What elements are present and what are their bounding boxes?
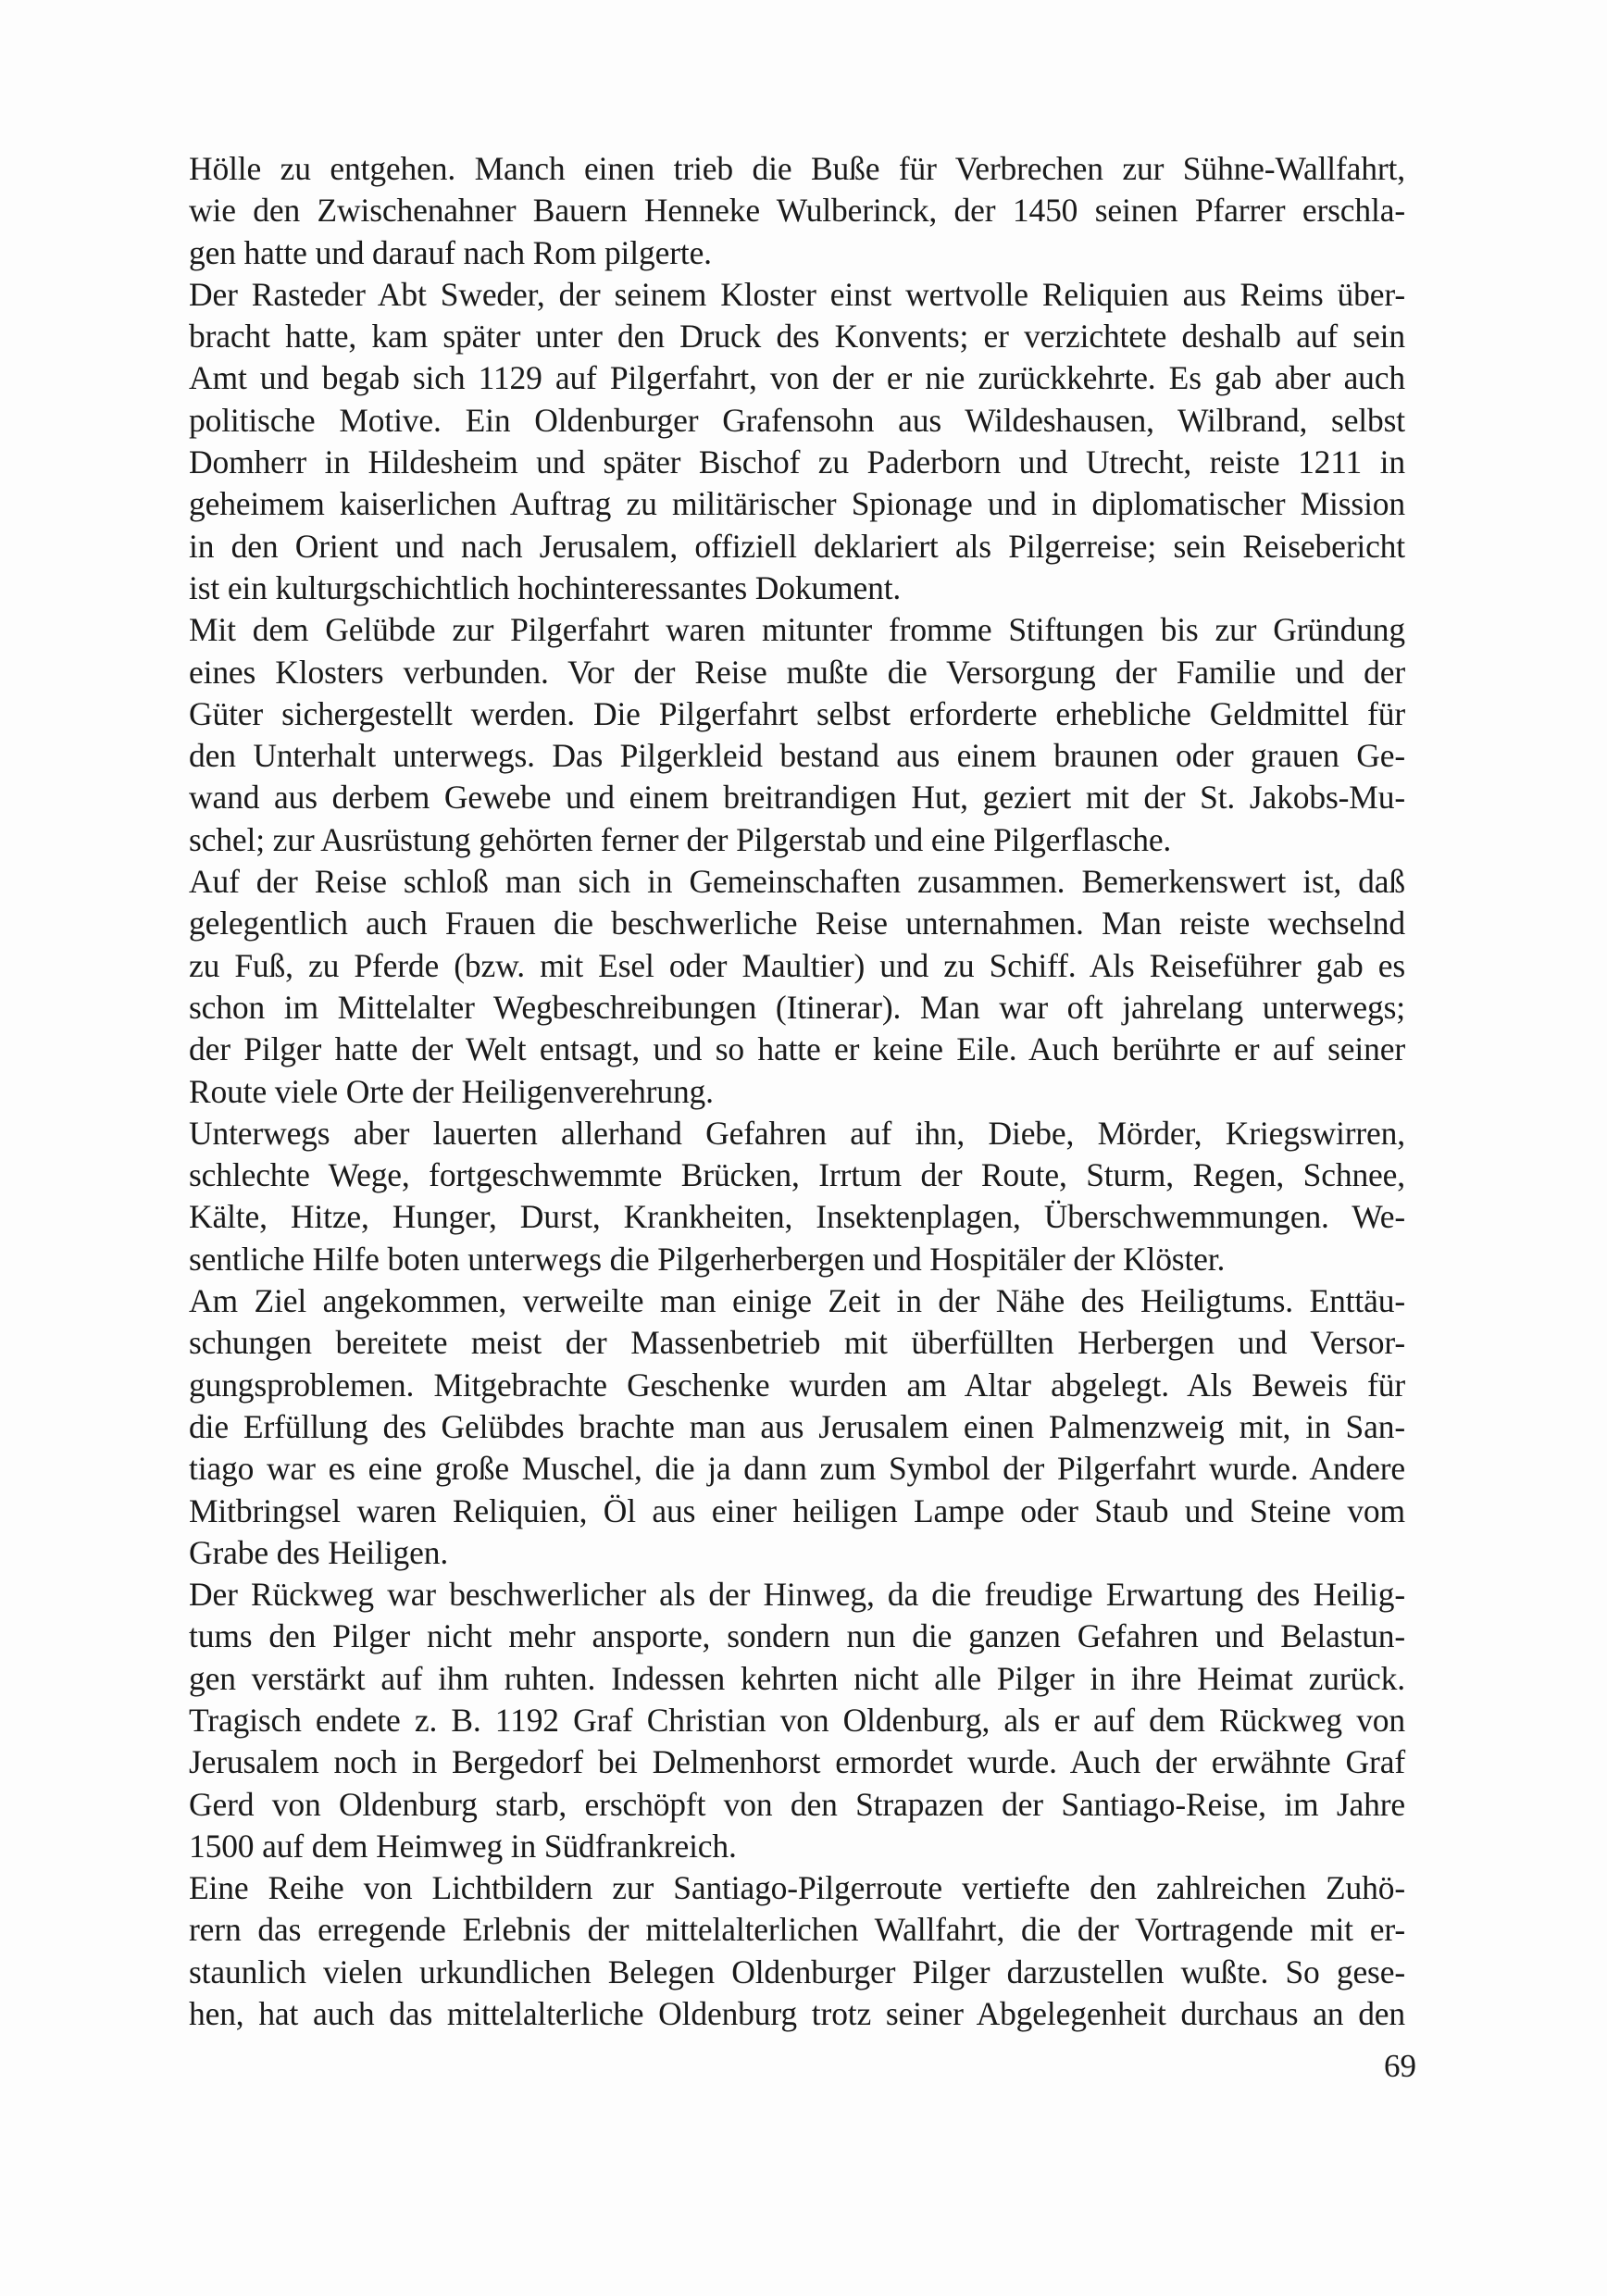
text-line: Auf der Reise schloß man sich in Gemeinschaften zusammen. Bemerkenswert ist, daß bbox=[189, 863, 1405, 901]
text-line: gelegentlich auch Frauen die beschwerliche Reise unternahmen. Man reiste wechselnd bbox=[189, 905, 1405, 942]
text-line: Der Rückweg war beschwerlicher als der Hinweg, da die freudige Erwartung des Heilig- bbox=[189, 1576, 1405, 1614]
text-line: 1500 auf dem Heimweg in Südfrankreich. bbox=[189, 1827, 737, 1865]
paragraph bbox=[189, 861, 1405, 1113]
text-line: Grabe des Heiligen. bbox=[189, 1533, 449, 1571]
text-line: staunlich vielen urkundlichen Belegen Oldenburger Pilger darzustellen wußte. So gese- bbox=[189, 1953, 1405, 1990]
text-line: Am Ziel angekommen, verweilte man einige Zeit in der Nähe des Heiligtums. Enttäu- bbox=[189, 1282, 1405, 1320]
text-line: den Unterhalt unterwegs. Das Pilgerkleid bestand aus einem braunen oder grauen Ge- bbox=[189, 737, 1405, 775]
text-line: der Pilger hatte der Welt entsagt, und so hatte er keine Eile. Auch berührte er auf seiner bbox=[189, 1030, 1405, 1068]
paragraph bbox=[189, 148, 1405, 274]
text-line: schlechte Wege, fortgeschwemmte Brücken, Irrtum der Route, Sturm, Regen, Schnee, bbox=[189, 1156, 1405, 1194]
text-line: Gerd von Oldenburg starb, erschöpft von den Strapazen der Santiago-Reise, im Jahre bbox=[189, 1785, 1405, 1823]
text-line: gen hatte und darauf nach Rom pilgerte. bbox=[189, 233, 712, 271]
text-line: schungen bereitete meist der Massenbetrieb mit überfüllten Herbergen und Versor- bbox=[189, 1324, 1405, 1362]
text-line: Domherr in Hildesheim und später Bischof zu Paderborn und Utrecht, reiste 1211 in bbox=[189, 443, 1405, 481]
text-line: geheimem kaiserlichen Auftrag zu militärischer Spionage und in diplomatischer Mission bbox=[189, 485, 1405, 523]
paragraph bbox=[189, 609, 1405, 861]
text-line: tums den Pilger nicht mehr ansporte, sondern nun die ganzen Gefahren und Belastun- bbox=[189, 1617, 1405, 1655]
text-line: Güter sichergestellt werden. Die Pilgerfahrt selbst erforderte erhebliche Geldmittel für bbox=[189, 694, 1405, 732]
text-line: zu Fuß, zu Pferde (bzw. mit Esel oder Maultier) und zu Schiff. Als Reiseführer gab es bbox=[189, 946, 1405, 984]
text-line: Der Rasteder Abt Sweder, der seinem Kloster einst wertvolle Reliquien aus Reims über- bbox=[189, 275, 1405, 313]
page-number: 69 bbox=[1384, 2048, 1416, 2084]
text-line: schel; zur Ausrüstung gehörten ferner der Pilgerstab und eine Pilgerflasche. bbox=[189, 820, 1172, 858]
text-line: Tragisch endete z. B. 1192 Graf Christian von Oldenburg, als er auf dem Rückweg von bbox=[189, 1701, 1405, 1739]
paragraph bbox=[189, 274, 1405, 609]
paragraph bbox=[189, 1280, 1405, 1574]
text-line: tiago war es eine große Muschel, die ja dann zum Symbol der Pilgerfahrt wurde. Andere bbox=[189, 1450, 1405, 1488]
paragraph bbox=[189, 1867, 1405, 2035]
text-line: gungsproblemen. Mitgebrachte Geschenke wurden am Altar abgelegt. Als Beweis für bbox=[189, 1366, 1405, 1404]
text-line: Route viele Orte der Heiligenverehrung. bbox=[189, 1072, 714, 1110]
text-line: Unterwegs aber lauerten allerhand Gefahren auf ihn, Diebe, Mörder, Kriegswirren, bbox=[189, 1114, 1405, 1152]
text-line: Mitbringsel waren Reliquien, Öl aus einer heiligen Lampe oder Staub und Steine vom bbox=[189, 1491, 1405, 1529]
text-line: wand aus derbem Gewebe und einem breitrandigen Hut, geziert mit der St. Jakobs-Mu- bbox=[189, 779, 1405, 817]
text-line: bracht hatte, kam später unter den Druck des Konvents; er verzichtete deshalb auf sein bbox=[189, 318, 1405, 356]
text-line: Eine Reihe von Lichtbildern zur Santiago-Pilgerroute vertiefte den zahlreichen Zuhö- bbox=[189, 1869, 1405, 1907]
paragraph bbox=[189, 1574, 1405, 1867]
text-line: rern das erregende Erlebnis der mittelalterlichen Wallfahrt, die der Vortragende mit er- bbox=[189, 1911, 1405, 1949]
text-line: Jerusalem noch in Bergedorf bei Delmenhorst ermordet wurde. Auch der erwähnte Graf bbox=[189, 1743, 1405, 1781]
text-line: Mit dem Gelübde zur Pilgerfahrt waren mitunter fromme Stiftungen bis zur Gründung bbox=[189, 611, 1405, 649]
text-line: wie den Zwischenahner Bauern Henneke Wulberinck, der 1450 seinen Pfarrer erschla- bbox=[189, 192, 1405, 230]
text-line: ist ein kulturgschichtlich hochinteressantes Dokument. bbox=[189, 568, 902, 606]
text-line: politische Motive. Ein Oldenburger Grafensohn aus Wildeshausen, Wilbrand, selbst bbox=[189, 401, 1405, 439]
text-line: Amt und begab sich 1129 auf Pilgerfahrt, von der er nie zurückkehrte. Es gab aber auch bbox=[189, 359, 1405, 397]
text-line: schon im Mittelalter Wegbeschreibungen (Itinerar). Man war oft jahrelang unterwegs; bbox=[189, 988, 1405, 1026]
body-text bbox=[189, 148, 1405, 2035]
text-line: in den Orient und nach Jerusalem, offiziell deklariert als Pilgerreise; sein Reisebericht bbox=[189, 527, 1405, 565]
text-line: sentliche Hilfe boten unterwegs die Pilgerherbergen und Hospitäler der Klöster. bbox=[189, 1240, 1226, 1278]
text-line: hen, hat auch das mittelalterliche Oldenburg trotz seiner Abgelegenheit durchaus an den bbox=[189, 1995, 1405, 2033]
text-line: Hölle zu entgehen. Manch einen trieb die Buße für Verbrechen zur Sühne-Wallfahrt, bbox=[189, 150, 1405, 187]
text-line: gen verstärkt auf ihm ruhten. Indessen kehrten nicht alle Pilger in ihre Heimat zurück. bbox=[189, 1659, 1405, 1697]
text-line: Kälte, Hitze, Hunger, Durst, Krankheiten, Insektenplagen, Überschwemmungen. We- bbox=[189, 1198, 1405, 1236]
text-line: die Erfüllung des Gelübdes brachte man aus Jerusalem einen Palmenzweig mit, in San- bbox=[189, 1407, 1405, 1445]
text-line: eines Klosters verbunden. Vor der Reise mußte die Versorgung der Familie und der bbox=[189, 653, 1405, 691]
paragraph bbox=[189, 1113, 1405, 1280]
